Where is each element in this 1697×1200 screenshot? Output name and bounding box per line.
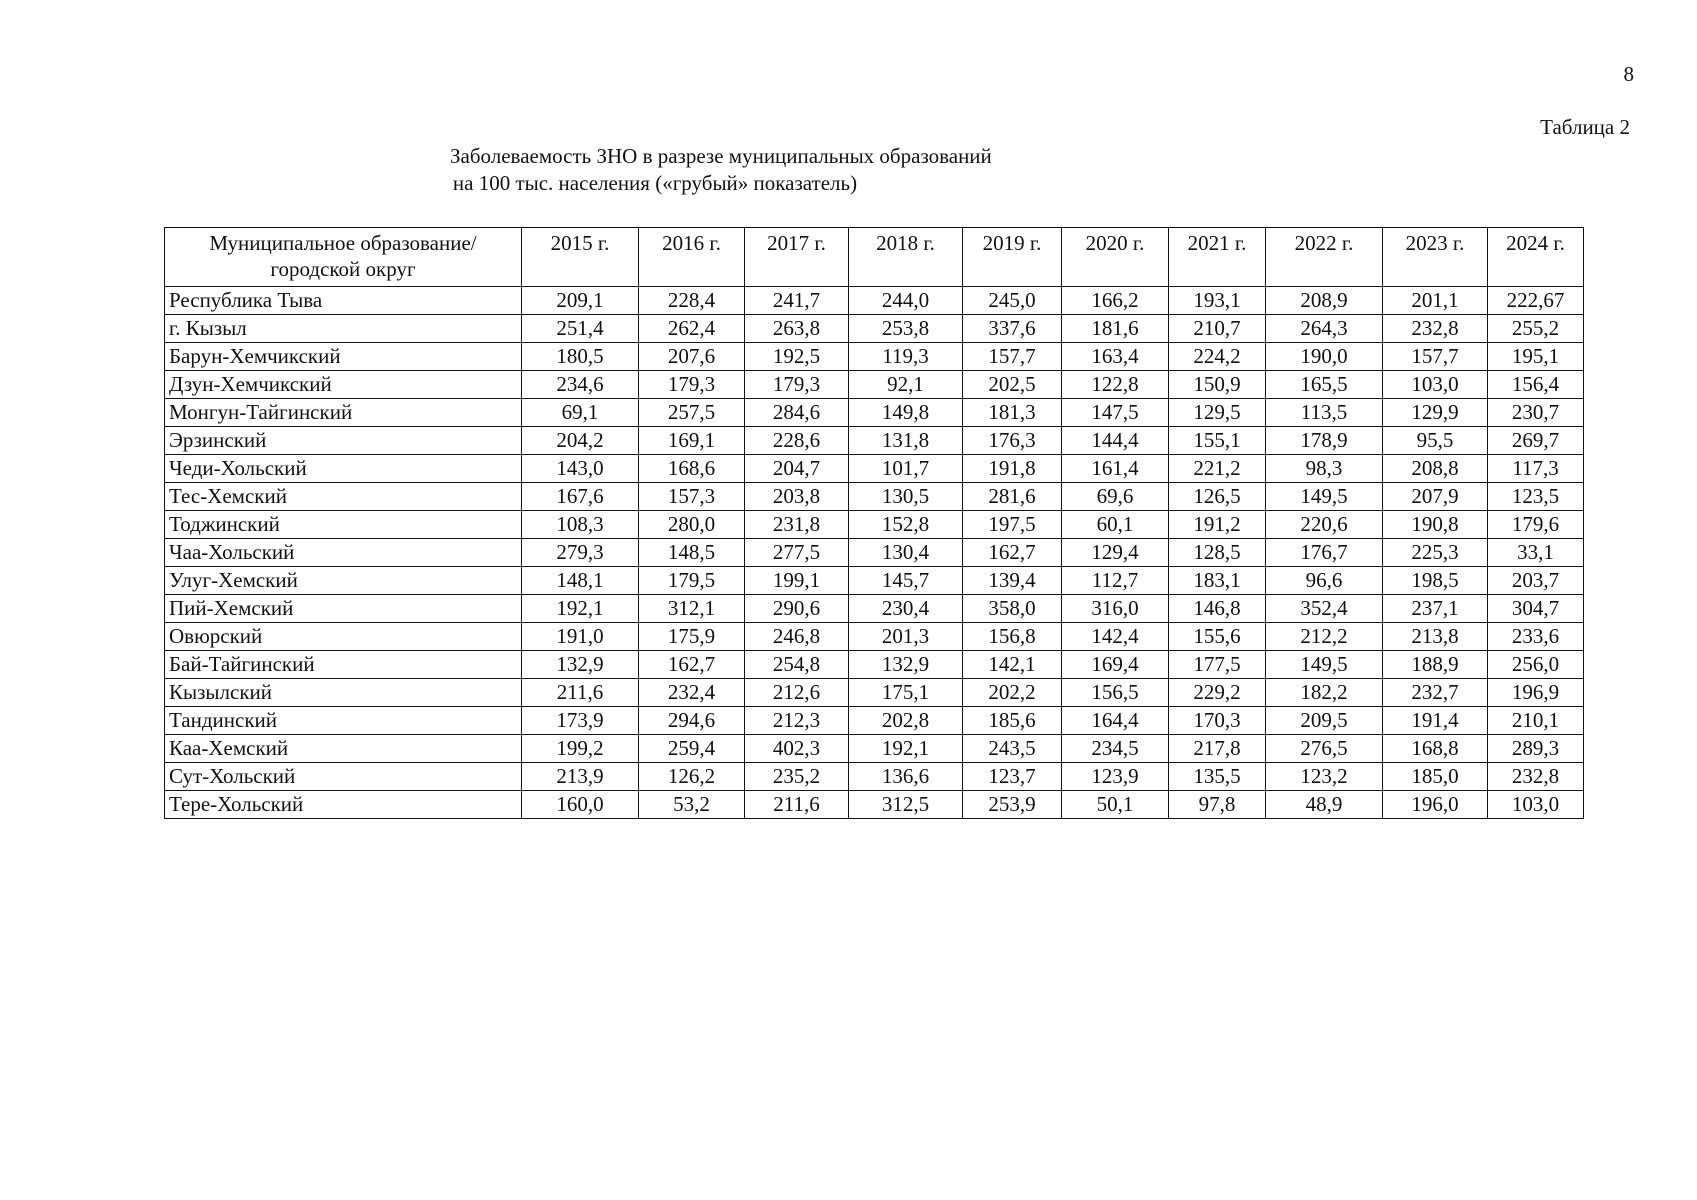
incidence-value-cell: 217,8 [1169,735,1266,763]
incidence-value-cell: 132,9 [522,651,639,679]
incidence-value-cell: 269,7 [1488,427,1584,455]
year-column-header: 2016 г. [639,228,745,287]
table-row [165,623,1584,651]
incidence-value-cell: 132,9 [849,651,963,679]
municipality-name-cell: Чаа-Хольский [165,539,522,567]
incidence-value-cell: 289,3 [1488,735,1584,763]
year-column-header: 2017 г. [745,228,849,287]
incidence-value-cell: 202,8 [849,707,963,735]
municipality-name-cell: Тере-Хольский [165,791,522,819]
incidence-value-cell: 175,1 [849,679,963,707]
incidence-value-cell: 142,4 [1062,623,1169,651]
incidence-value-cell: 203,7 [1488,567,1584,595]
incidence-value-cell: 253,8 [849,315,963,343]
title-line-2: на 100 тыс. населения («грубый» показатель) [452,171,858,195]
year-column-header: 2019 г. [963,228,1062,287]
incidence-value-cell: 179,3 [745,371,849,399]
table-header-row [165,228,1584,287]
incidence-value-cell: 277,5 [745,539,849,567]
incidence-value-cell: 230,7 [1488,399,1584,427]
incidence-value-cell: 211,6 [522,679,639,707]
table-body [165,287,1584,819]
incidence-value-cell: 155,6 [1169,623,1266,651]
incidence-value-cell: 160,0 [522,791,639,819]
incidence-value-cell: 231,8 [745,511,849,539]
incidence-value-cell: 210,1 [1488,707,1584,735]
incidence-value-cell: 191,8 [963,455,1062,483]
incidence-value-cell: 207,6 [639,343,745,371]
incidence-value-cell: 123,7 [963,763,1062,791]
incidence-value-cell: 169,1 [639,427,745,455]
incidence-value-cell: 178,9 [1266,427,1383,455]
year-column-header: 2023 г. [1383,228,1488,287]
municipality-name-cell: Улуг-Хемский [165,567,522,595]
incidence-value-cell: 170,3 [1169,707,1266,735]
incidence-value-cell: 119,3 [849,343,963,371]
incidence-value-cell: 149,5 [1266,483,1383,511]
incidence-value-cell: 281,6 [963,483,1062,511]
incidence-value-cell: 69,6 [1062,483,1169,511]
incidence-value-cell: 192,1 [849,735,963,763]
incidence-value-cell: 209,1 [522,287,639,315]
year-column-header: 2015 г. [522,228,639,287]
incidence-value-cell: 202,5 [963,371,1062,399]
year-column-header: 2018 г. [849,228,963,287]
incidence-value-cell: 130,5 [849,483,963,511]
incidence-value-cell: 212,6 [745,679,849,707]
table-row [165,763,1584,791]
incidence-value-cell: 156,4 [1488,371,1584,399]
incidence-value-cell: 162,7 [639,651,745,679]
table-row [165,399,1584,427]
incidence-value-cell: 222,67 [1488,287,1584,315]
incidence-value-cell: 358,0 [963,595,1062,623]
incidence-value-cell: 232,4 [639,679,745,707]
incidence-value-cell: 131,8 [849,427,963,455]
incidence-value-cell: 162,7 [963,539,1062,567]
incidence-value-cell: 117,3 [1488,455,1584,483]
incidence-value-cell: 139,4 [963,567,1062,595]
incidence-value-cell: 294,6 [639,707,745,735]
incidence-value-cell: 156,8 [963,623,1062,651]
incidence-value-cell: 182,2 [1266,679,1383,707]
incidence-value-cell: 199,2 [522,735,639,763]
table-row [165,595,1584,623]
table-row [165,511,1584,539]
municipality-name-cell: Тоджинский [165,511,522,539]
incidence-value-cell: 210,7 [1169,315,1266,343]
incidence-value-cell: 196,0 [1383,791,1488,819]
incidence-value-cell: 165,5 [1266,371,1383,399]
incidence-value-cell: 316,0 [1062,595,1169,623]
incidence-value-cell: 304,7 [1488,595,1584,623]
incidence-value-cell: 176,7 [1266,539,1383,567]
incidence-value-cell: 181,3 [963,399,1062,427]
incidence-value-cell: 136,6 [849,763,963,791]
incidence-value-cell: 279,3 [522,539,639,567]
incidence-value-cell: 262,4 [639,315,745,343]
incidence-value-cell: 179,3 [639,371,745,399]
incidence-value-cell: 280,0 [639,511,745,539]
municipality-name-cell: Тес-Хемский [165,483,522,511]
incidence-value-cell: 237,1 [1383,595,1488,623]
incidence-value-cell: 259,4 [639,735,745,763]
incidence-value-cell: 143,0 [522,455,639,483]
municipality-name-cell: г. Кызыл [165,315,522,343]
incidence-value-cell: 60,1 [1062,511,1169,539]
incidence-value-cell: 402,3 [745,735,849,763]
incidence-value-cell: 198,5 [1383,567,1488,595]
table-row [165,735,1584,763]
incidence-value-cell: 155,1 [1169,427,1266,455]
municipality-name-cell: Республика Тыва [165,287,522,315]
incidence-value-cell: 232,7 [1383,679,1488,707]
incidence-value-cell: 129,4 [1062,539,1169,567]
incidence-value-cell: 144,4 [1062,427,1169,455]
incidence-value-cell: 229,2 [1169,679,1266,707]
incidence-value-cell: 50,1 [1062,791,1169,819]
incidence-value-cell: 157,7 [963,343,1062,371]
municipality-column-header: Муниципальное образование/ городской округ [165,228,522,287]
incidence-value-cell: 113,5 [1266,399,1383,427]
incidence-value-cell: 166,2 [1062,287,1169,315]
incidence-value-cell: 108,3 [522,511,639,539]
incidence-value-cell: 95,5 [1383,427,1488,455]
year-column-header: 2020 г. [1062,228,1169,287]
incidence-value-cell: 290,6 [745,595,849,623]
incidence-value-cell: 142,1 [963,651,1062,679]
incidence-value-cell: 213,9 [522,763,639,791]
table-row [165,455,1584,483]
incidence-value-cell: 122,8 [1062,371,1169,399]
incidence-value-cell: 167,6 [522,483,639,511]
incidence-value-cell: 312,1 [639,595,745,623]
incidence-value-cell: 213,8 [1383,623,1488,651]
incidence-value-cell: 173,9 [522,707,639,735]
incidence-value-cell: 190,8 [1383,511,1488,539]
incidence-value-cell: 209,5 [1266,707,1383,735]
municipality-name-cell: Чеди-Хольский [165,455,522,483]
incidence-value-cell: 193,1 [1169,287,1266,315]
page-number: 8 [1623,62,1634,86]
incidence-value-cell: 196,9 [1488,679,1584,707]
table-row [165,483,1584,511]
incidence-value-cell: 211,6 [745,791,849,819]
incidence-value-cell: 221,2 [1169,455,1266,483]
incidence-value-cell: 98,3 [1266,455,1383,483]
incidence-value-cell: 176,3 [963,427,1062,455]
incidence-value-cell: 169,4 [1062,651,1169,679]
incidence-value-cell: 163,4 [1062,343,1169,371]
incidence-value-cell: 188,9 [1383,651,1488,679]
incidence-value-cell: 123,5 [1488,483,1584,511]
incidence-value-cell: 202,2 [963,679,1062,707]
incidence-value-cell: 175,9 [639,623,745,651]
incidence-value-cell: 156,5 [1062,679,1169,707]
incidence-value-cell: 149,8 [849,399,963,427]
incidence-value-cell: 203,8 [745,483,849,511]
incidence-value-cell: 157,3 [639,483,745,511]
incidence-value-cell: 183,1 [1169,567,1266,595]
incidence-value-cell: 246,8 [745,623,849,651]
incidence-value-cell: 123,9 [1062,763,1169,791]
incidence-value-cell: 164,4 [1062,707,1169,735]
incidence-value-cell: 244,0 [849,287,963,315]
municipality-name-cell: Дзун-Хемчикский [165,371,522,399]
incidence-value-cell: 190,0 [1266,343,1383,371]
incidence-value-cell: 192,1 [522,595,639,623]
incidence-value-cell: 191,4 [1383,707,1488,735]
incidence-value-cell: 123,2 [1266,763,1383,791]
incidence-value-cell: 130,4 [849,539,963,567]
incidence-value-cell: 197,5 [963,511,1062,539]
incidence-value-cell: 241,7 [745,287,849,315]
incidence-value-cell: 180,5 [522,343,639,371]
incidence-value-cell: 150,9 [1169,371,1266,399]
incidence-value-cell: 191,2 [1169,511,1266,539]
incidence-value-cell: 235,2 [745,763,849,791]
incidence-value-cell: 263,8 [745,315,849,343]
table-row [165,707,1584,735]
table-row [165,371,1584,399]
incidence-value-cell: 112,7 [1062,567,1169,595]
incidence-value-cell: 230,4 [849,595,963,623]
incidence-value-cell: 53,2 [639,791,745,819]
incidence-value-cell: 191,0 [522,623,639,651]
incidence-value-cell: 185,0 [1383,763,1488,791]
municipality-name-cell: Кызылский [165,679,522,707]
incidence-value-cell: 257,5 [639,399,745,427]
incidence-value-cell: 284,6 [745,399,849,427]
incidence-value-cell: 208,8 [1383,455,1488,483]
year-column-header: 2021 г. [1169,228,1266,287]
incidence-value-cell: 256,0 [1488,651,1584,679]
incidence-value-cell: 220,6 [1266,511,1383,539]
year-column-header: 2022 г. [1266,228,1383,287]
municipality-name-cell: Овюрский [165,623,522,651]
incidence-value-cell: 228,4 [639,287,745,315]
municipality-name-cell: Сут-Хольский [165,763,522,791]
incidence-value-cell: 201,1 [1383,287,1488,315]
incidence-value-cell: 204,2 [522,427,639,455]
year-column-header: 2024 г. [1488,228,1584,287]
municipality-name-cell: Каа-Хемский [165,735,522,763]
incidence-value-cell: 207,9 [1383,483,1488,511]
incidence-value-cell: 201,3 [849,623,963,651]
incidence-value-cell: 264,3 [1266,315,1383,343]
incidence-value-cell: 234,6 [522,371,639,399]
incidence-value-cell: 208,9 [1266,287,1383,315]
incidence-value-cell: 135,5 [1169,763,1266,791]
incidence-value-cell: 245,0 [963,287,1062,315]
incidence-value-cell: 228,6 [745,427,849,455]
incidence-value-cell: 128,5 [1169,539,1266,567]
incidence-value-cell: 224,2 [1169,343,1266,371]
incidence-value-cell: 225,3 [1383,539,1488,567]
table-label: Таблица 2 [1540,115,1630,139]
incidence-value-cell: 179,5 [639,567,745,595]
incidence-value-cell: 129,5 [1169,399,1266,427]
incidence-value-cell: 149,5 [1266,651,1383,679]
incidence-value-cell: 352,4 [1266,595,1383,623]
incidence-value-cell: 33,1 [1488,539,1584,567]
municipality-name-cell: Эрзинский [165,427,522,455]
incidence-value-cell: 97,8 [1169,791,1266,819]
incidence-value-cell: 181,6 [1062,315,1169,343]
table-row [165,315,1584,343]
incidence-value-cell: 161,4 [1062,455,1169,483]
incidence-value-cell: 179,6 [1488,511,1584,539]
incidence-value-cell: 276,5 [1266,735,1383,763]
incidence-value-cell: 103,0 [1383,371,1488,399]
incidence-value-cell: 195,1 [1488,343,1584,371]
incidence-value-cell: 192,5 [745,343,849,371]
incidence-value-cell: 152,8 [849,511,963,539]
incidence-value-cell: 48,9 [1266,791,1383,819]
incidence-value-cell: 69,1 [522,399,639,427]
incidence-value-cell: 255,2 [1488,315,1584,343]
incidence-value-cell: 126,5 [1169,483,1266,511]
municipality-name-cell: Тандинский [165,707,522,735]
incidence-value-cell: 254,8 [745,651,849,679]
incidence-value-cell: 212,3 [745,707,849,735]
incidence-value-cell: 129,9 [1383,399,1488,427]
incidence-value-cell: 199,1 [745,567,849,595]
incidence-value-cell: 146,8 [1169,595,1266,623]
incidence-value-cell: 243,5 [963,735,1062,763]
incidence-value-cell: 232,8 [1488,763,1584,791]
municipality-name-cell: Барун-Хемчикский [165,343,522,371]
incidence-value-cell: 312,5 [849,791,963,819]
incidence-value-cell: 234,5 [1062,735,1169,763]
incidence-value-cell: 96,6 [1266,567,1383,595]
incidence-value-cell: 168,8 [1383,735,1488,763]
incidence-value-cell: 337,6 [963,315,1062,343]
incidence-value-cell: 185,6 [963,707,1062,735]
table-row [165,287,1584,315]
incidence-value-cell: 253,9 [963,791,1062,819]
title-line-1: Заболеваемость ЗНО в разрезе муниципальных образований [450,144,992,168]
incidence-value-cell: 148,5 [639,539,745,567]
incidence-value-cell: 212,2 [1266,623,1383,651]
incidence-value-cell: 126,2 [639,763,745,791]
table-row [165,679,1584,707]
incidence-value-cell: 148,1 [522,567,639,595]
table-row [165,427,1584,455]
incidence-value-cell: 233,6 [1488,623,1584,651]
incidence-value-cell: 232,8 [1383,315,1488,343]
table-row [165,791,1584,819]
incidence-value-cell: 251,4 [522,315,639,343]
incidence-value-cell: 157,7 [1383,343,1488,371]
incidence-value-cell: 168,6 [639,455,745,483]
table-row [165,539,1584,567]
incidence-value-cell: 103,0 [1488,791,1584,819]
document-title [450,143,992,197]
incidence-value-cell: 145,7 [849,567,963,595]
table-row [165,567,1584,595]
incidence-value-cell: 101,7 [849,455,963,483]
incidence-value-cell: 177,5 [1169,651,1266,679]
table-row [165,343,1584,371]
municipality-name-cell: Монгун-Тайгинский [165,399,522,427]
municipality-name-cell: Бай-Тайгинский [165,651,522,679]
incidence-value-cell: 147,5 [1062,399,1169,427]
table-row [165,651,1584,679]
incidence-table [164,227,1584,819]
incidence-value-cell: 92,1 [849,371,963,399]
incidence-value-cell: 204,7 [745,455,849,483]
municipality-name-cell: Пий-Хемский [165,595,522,623]
